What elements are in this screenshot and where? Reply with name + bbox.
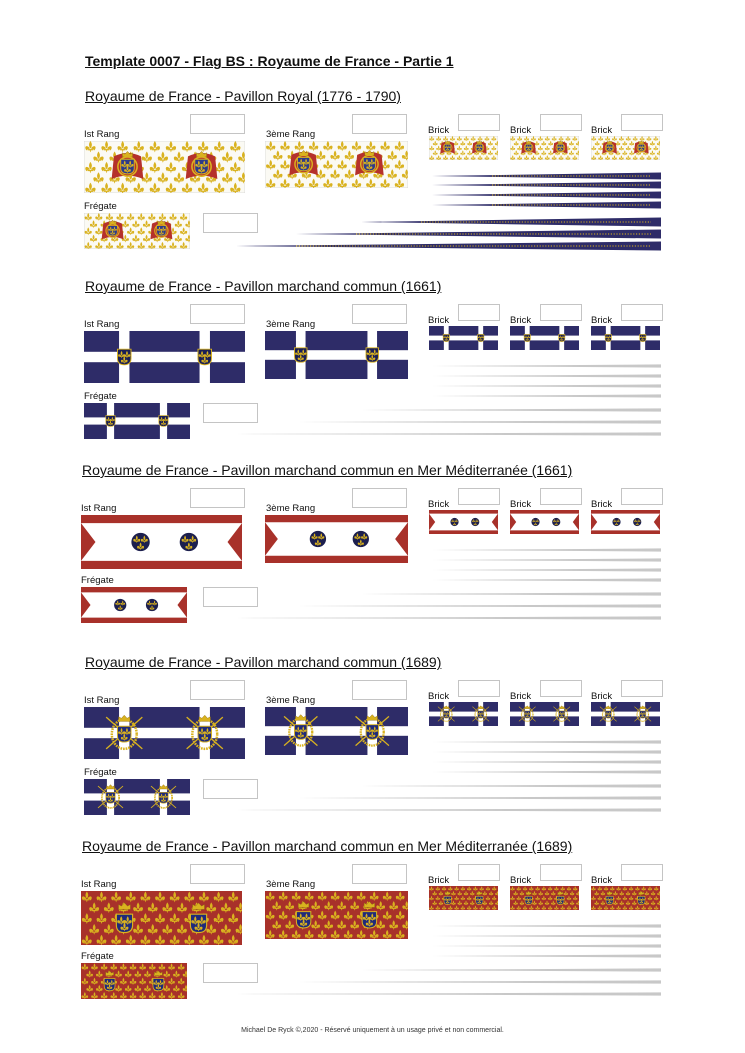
flag-brick — [591, 510, 660, 534]
page-title: Template 0007 - Flag BS : Royaume de France - Partie 1 — [85, 53, 454, 69]
label-third-rank: 3ème Rang — [266, 503, 316, 514]
name-box-brick[interactable] — [458, 864, 500, 881]
name-box-brick[interactable] — [540, 114, 582, 131]
flag-brick — [510, 702, 579, 726]
name-box-third-rank[interactable] — [352, 488, 407, 508]
label-brick: Brick — [591, 691, 613, 702]
label-brick: Brick — [428, 875, 450, 886]
flag-brick — [591, 702, 660, 726]
label-fregate: Frégate — [84, 201, 117, 212]
name-box-brick[interactable] — [540, 304, 582, 321]
label-first-rank: Ist Rang — [84, 695, 120, 706]
label-fregate: Frégate — [81, 951, 114, 962]
name-box-brick[interactable] — [621, 114, 663, 131]
label-brick: Brick — [510, 125, 532, 136]
flag-brick — [510, 136, 579, 160]
name-box-brick[interactable] — [458, 114, 500, 131]
label-brick: Brick — [510, 315, 532, 326]
label-brick: Brick — [428, 499, 450, 510]
label-brick: Brick — [510, 691, 532, 702]
name-box-brick[interactable] — [621, 864, 663, 881]
flag-brick — [591, 326, 660, 350]
flag-brick — [429, 886, 498, 910]
label-third-rank: 3ème Rang — [266, 879, 316, 890]
name-box-brick[interactable] — [621, 680, 663, 697]
flag-brick — [510, 886, 579, 910]
label-brick: Brick — [428, 125, 450, 136]
label-third-rank: 3ème Rang — [266, 319, 316, 330]
flag-brick — [429, 702, 498, 726]
label-fregate: Frégate — [84, 767, 117, 778]
name-box-first-rank[interactable] — [190, 864, 245, 884]
label-first-rank: Ist Rang — [84, 319, 120, 330]
label-third-rank: 3ème Rang — [266, 695, 316, 706]
name-box-brick[interactable] — [621, 488, 663, 505]
flag-brick — [429, 510, 498, 534]
label-brick: Brick — [591, 125, 613, 136]
pennant-strips — [0, 542, 745, 657]
section-title: Royaume de France - Pavillon marchand commun (1661) — [85, 278, 442, 294]
flag-brick — [591, 136, 660, 160]
label-brick: Brick — [510, 875, 532, 886]
label-brick: Brick — [591, 875, 613, 886]
name-box-first-rank[interactable] — [190, 304, 245, 324]
flag-brick — [429, 136, 498, 160]
label-brick: Brick — [428, 315, 450, 326]
flag-brick — [591, 886, 660, 910]
name-box-first-rank[interactable] — [190, 114, 245, 134]
name-box-brick[interactable] — [621, 304, 663, 321]
name-box-brick[interactable] — [540, 488, 582, 505]
label-fregate: Frégate — [81, 575, 114, 586]
pennant-strips — [0, 734, 745, 849]
label-first-rank: Ist Rang — [81, 503, 117, 514]
name-box-third-rank[interactable] — [352, 864, 407, 884]
section-title: Royaume de France - Pavillon marchand commun (1689) — [85, 654, 442, 670]
name-box-brick[interactable] — [458, 304, 500, 321]
label-brick: Brick — [591, 315, 613, 326]
name-box-brick[interactable] — [458, 680, 500, 697]
name-box-brick[interactable] — [540, 680, 582, 697]
label-first-rank: Ist Rang — [84, 129, 120, 140]
name-box-third-rank[interactable] — [352, 680, 407, 700]
name-box-brick[interactable] — [458, 488, 500, 505]
name-box-third-rank[interactable] — [352, 114, 407, 134]
label-brick: Brick — [591, 499, 613, 510]
label-third-rank: 3ème Rang — [266, 129, 316, 140]
flag-brick — [510, 510, 579, 534]
label-first-rank: Ist Rang — [81, 879, 117, 890]
name-box-brick[interactable] — [540, 864, 582, 881]
label-brick: Brick — [510, 499, 532, 510]
flag-brick — [429, 326, 498, 350]
label-fregate: Frégate — [84, 391, 117, 402]
name-box-third-rank[interactable] — [352, 304, 407, 324]
name-box-first-rank[interactable] — [190, 680, 245, 700]
footer-credit: Michael De Ryck ©,2020 - Réservé uniquement à un usage privé et non commercial. — [241, 1027, 504, 1034]
pennant-strips — [0, 168, 745, 283]
label-brick: Brick — [428, 691, 450, 702]
pennant-strips — [0, 918, 745, 1033]
section-title: Royaume de France - Pavillon Royal (1776 - 1790) — [85, 88, 401, 104]
name-box-first-rank[interactable] — [190, 488, 245, 508]
flag-brick — [510, 326, 579, 350]
pennant-strips — [0, 358, 745, 473]
section-title: Royaume de France - Pavillon marchand commun en Mer Méditerranée (1689) — [82, 838, 573, 854]
section-title: Royaume de France - Pavillon marchand commun en Mer Méditerranée (1661) — [82, 462, 573, 478]
